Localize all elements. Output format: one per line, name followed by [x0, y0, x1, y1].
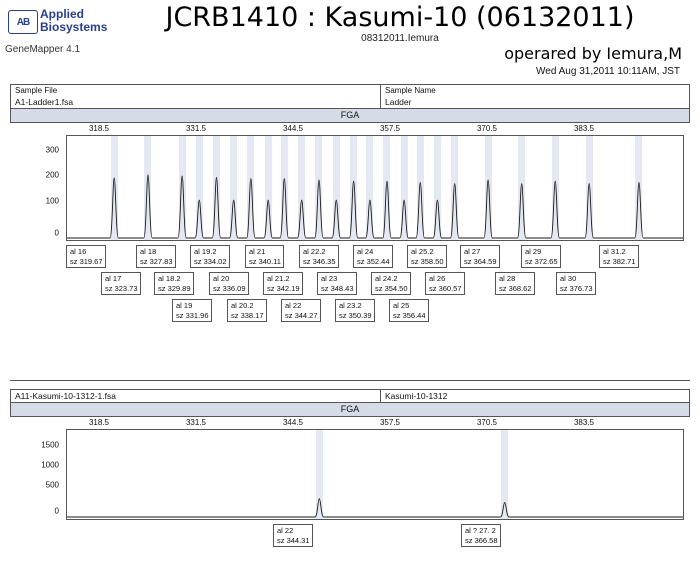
x-tick: 344.5 — [282, 418, 304, 427]
panel1-file-row — [10, 96, 690, 109]
page-subtitle: 08312011.Iemura — [361, 33, 439, 44]
panel2-marker-bar: FGA — [10, 403, 690, 417]
panel1-plot — [10, 123, 690, 243]
allele-call-box — [172, 299, 212, 322]
operator-label: operared by Iemura,M — [504, 44, 682, 63]
size-label: sz 334.02 — [194, 256, 227, 266]
size-label: sz 340.11 — [249, 256, 281, 266]
ladder-panel — [10, 84, 690, 374]
allele-call-box — [521, 245, 561, 268]
size-label: sz 346.35 — [303, 256, 336, 266]
allele-label: al 20.2 — [231, 301, 254, 310]
size-label: sz 360.57 — [429, 283, 462, 293]
panel2-plot — [10, 417, 690, 522]
allele-call-box — [281, 299, 321, 322]
size-label: sz 354.50 — [375, 283, 408, 293]
header-sample-name: Sample Name — [385, 86, 436, 95]
electropherogram-trace — [67, 430, 683, 519]
allele-label: al ? 27. 2 — [465, 526, 496, 535]
allele-label: al 30 — [560, 274, 577, 283]
header-sample-file: Sample File — [11, 85, 381, 96]
panel1-sample-name: Ladder — [385, 97, 412, 107]
panel1-table-header — [10, 84, 690, 96]
allele-call-box — [599, 245, 639, 268]
panel2-y-axis — [10, 429, 62, 520]
x-tick: 383.5 — [573, 124, 595, 133]
allele-call-box — [407, 245, 447, 268]
ab-logo-mark: AB — [8, 10, 38, 34]
size-label: sz 364.59 — [464, 256, 497, 266]
allele-label: al 25.2 — [411, 247, 434, 256]
panel1-plot-area — [66, 135, 684, 241]
y-tick: 0 — [54, 506, 59, 516]
x-tick: 318.5 — [88, 418, 110, 427]
size-label: sz 350.39 — [339, 310, 372, 320]
allele-label: al 22 — [277, 526, 294, 535]
allele-call-box — [460, 245, 500, 268]
size-label: sz 356.44 — [393, 310, 426, 320]
allele-label: al 17 — [105, 274, 122, 283]
allele-call-box — [335, 299, 375, 322]
size-label: sz 352.44 — [357, 256, 390, 266]
allele-call-box — [389, 299, 429, 322]
panel1-y-axis — [10, 135, 62, 241]
allele-call-box — [66, 245, 106, 268]
size-label: sz 338.17 — [231, 310, 264, 320]
page-title: JCRB1410 : Kasumi-10 (06132011) — [165, 2, 635, 33]
size-label: sz 336.09 — [213, 283, 246, 293]
size-label: sz 319.67 — [70, 256, 103, 266]
allele-label: al 26 — [429, 274, 446, 283]
y-tick: 1500 — [41, 440, 59, 450]
panel-divider — [10, 380, 690, 381]
allele-label: al 23.2 — [339, 301, 362, 310]
electropherogram-trace — [67, 136, 683, 240]
size-label: sz 331.96 — [176, 310, 209, 320]
panel2-file-row — [10, 389, 690, 403]
size-label: sz 376.73 — [560, 283, 593, 293]
panel2-sample-name: Kasumi-10-1312 — [385, 391, 448, 401]
x-tick: 357.5 — [379, 418, 401, 427]
allele-call-box — [209, 272, 249, 295]
allele-call-box — [101, 272, 141, 295]
panel1-allele-calls — [10, 243, 690, 347]
allele-label: al 18.2 — [158, 274, 181, 283]
allele-label: al 21.2 — [267, 274, 290, 283]
allele-call-box — [136, 245, 176, 268]
y-tick: 500 — [45, 480, 59, 490]
y-tick: 300 — [45, 145, 59, 155]
size-label: sz 344.31 — [277, 535, 310, 545]
x-tick: 331.5 — [185, 124, 207, 133]
allele-label: al 19 — [176, 301, 193, 310]
x-tick: 318.5 — [88, 124, 110, 133]
allele-call-box — [273, 524, 313, 547]
allele-label: al 22.2 — [303, 247, 326, 256]
allele-call-box — [227, 299, 267, 322]
allele-call-box — [353, 245, 393, 268]
allele-call-box — [495, 272, 535, 295]
logo-line1: Applied — [40, 7, 84, 21]
y-tick: 100 — [45, 196, 59, 206]
logo-line2: Biosystems — [40, 19, 108, 34]
size-label: sz 366.58 — [465, 535, 498, 545]
allele-label: al 25 — [393, 301, 410, 310]
size-label: sz 348.43 — [321, 283, 354, 293]
allele-label: al 19.2 — [194, 247, 217, 256]
allele-call-box — [245, 245, 284, 268]
allele-label: al 29 — [525, 247, 542, 256]
panel2-plot-area — [66, 429, 684, 520]
allele-label: al 21 — [249, 247, 266, 256]
allele-label: al 24.2 — [375, 274, 398, 283]
size-label: sz 344.27 — [285, 310, 318, 320]
sample-panel — [10, 389, 690, 567]
allele-label: al 27 — [464, 247, 481, 256]
y-tick: 1000 — [41, 460, 59, 470]
x-tick: 331.5 — [185, 418, 207, 427]
size-label: sz 382.71 — [603, 256, 636, 266]
size-label: sz 327.83 — [140, 256, 173, 266]
allele-call-box — [556, 272, 596, 295]
allele-call-box — [461, 524, 501, 547]
allele-label: al 16 — [70, 247, 87, 256]
panel2-x-axis — [10, 417, 690, 429]
date-stamp: Wed Aug 31,2011 10:11AM, JST — [536, 66, 680, 77]
size-label: sz 342.19 — [267, 283, 300, 293]
panel1-marker-bar: FGA — [10, 109, 690, 123]
y-tick: 200 — [45, 170, 59, 180]
allele-label: al 18 — [140, 247, 157, 256]
size-label: sz 368.62 — [499, 283, 532, 293]
allele-call-box — [190, 245, 230, 268]
panel1-sample-file: A1-Ladder1.fsa — [11, 96, 381, 108]
x-tick: 370.5 — [476, 124, 498, 133]
panel1-x-axis — [10, 123, 690, 135]
size-label: sz 329.89 — [158, 283, 191, 293]
allele-call-box — [425, 272, 465, 295]
allele-call-box — [371, 272, 411, 295]
y-tick: 0 — [54, 228, 59, 238]
allele-call-box — [263, 272, 303, 295]
allele-label: al 20 — [213, 274, 230, 283]
allele-call-box — [154, 272, 194, 295]
allele-label: al 28 — [499, 274, 516, 283]
size-label: sz 358.50 — [411, 256, 444, 266]
x-tick: 370.5 — [476, 418, 498, 427]
allele-call-box — [317, 272, 357, 295]
size-label: sz 372.65 — [525, 256, 558, 266]
software-version: GeneMapper 4.1 — [5, 44, 81, 55]
x-tick: 383.5 — [573, 418, 595, 427]
logo-text — [40, 8, 107, 33]
panel2-allele-calls — [10, 522, 690, 550]
allele-call-box — [299, 245, 339, 268]
allele-label: al 31.2 — [603, 247, 626, 256]
allele-label: al 22 — [285, 301, 302, 310]
allele-label: al 24 — [357, 247, 374, 256]
panel2-sample-file: A11-Kasumi-10-1312-1.fsa — [11, 390, 381, 402]
allele-label: al 23 — [321, 274, 338, 283]
size-label: sz 323.73 — [105, 283, 138, 293]
x-tick: 344.5 — [282, 124, 304, 133]
x-tick: 357.5 — [379, 124, 401, 133]
